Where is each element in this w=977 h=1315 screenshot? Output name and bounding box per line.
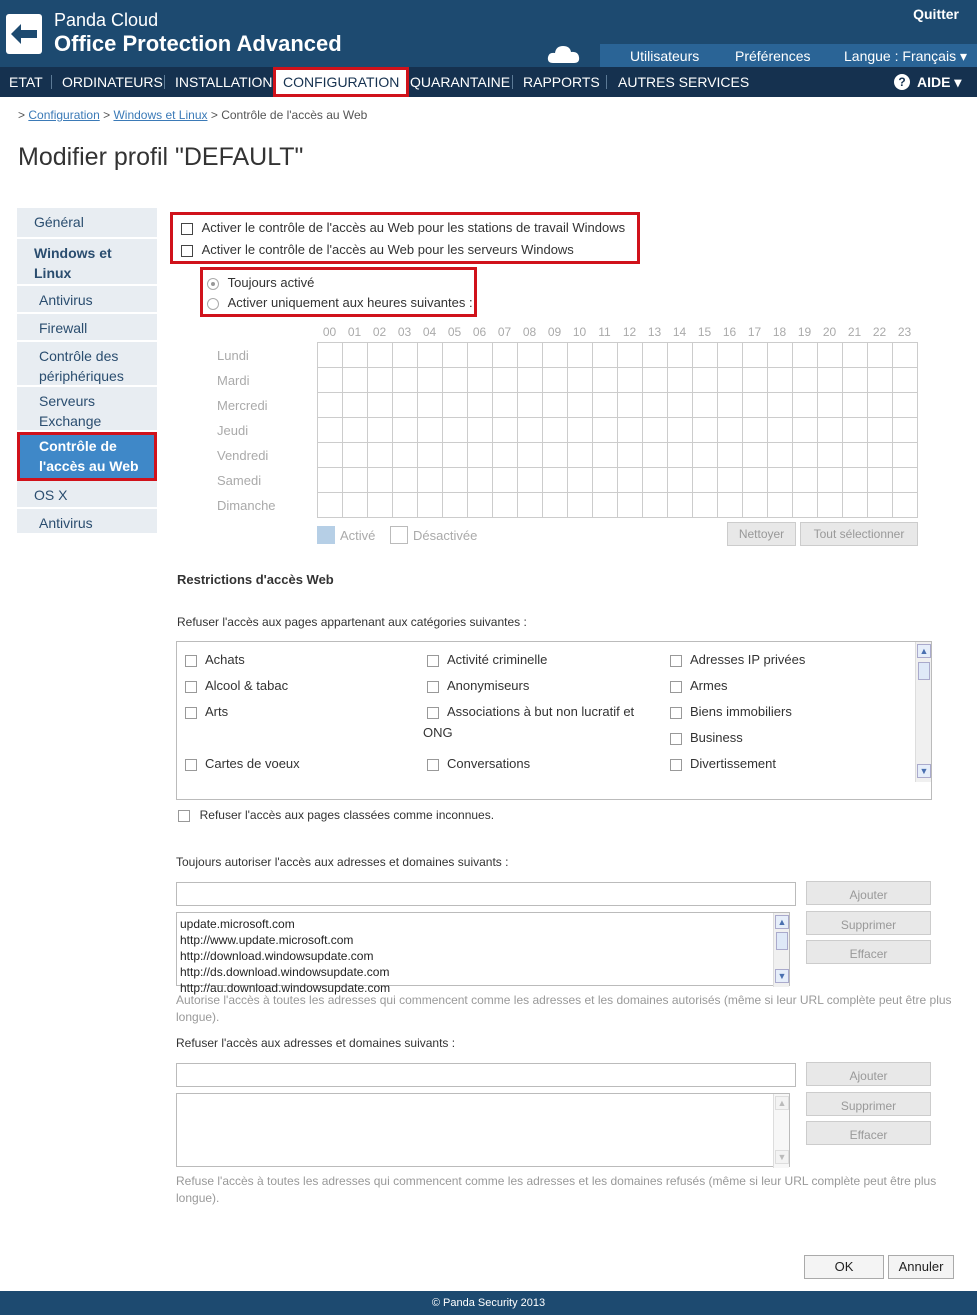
tab-installation[interactable]: INSTALLATION: [175, 74, 273, 90]
hour-label[interactable]: 14: [672, 325, 687, 339]
allow-list-item[interactable]: http://au.download.windowsupdate.com: [180, 981, 391, 995]
tab-etat[interactable]: ETAT: [9, 74, 43, 90]
ok-button[interactable]: OK: [804, 1255, 884, 1279]
hour-header: [317, 325, 917, 339]
category-item[interactable]: Arts: [185, 704, 228, 719]
top-links-bar: [600, 44, 977, 67]
scroll-up-icon[interactable]: ▲: [775, 1096, 789, 1110]
allow-erase-button[interactable]: Effacer: [806, 940, 931, 964]
deny-scrollbar[interactable]: [773, 1094, 789, 1168]
category-item[interactable]: Biens immobiliers: [670, 704, 792, 719]
hours-only-radio[interactable]: [207, 298, 219, 310]
hour-label[interactable]: 13: [647, 325, 662, 339]
hour-label[interactable]: 20: [822, 325, 837, 339]
allow-note: Autorise l'accès à toutes les adresses qui commencent comme les adresses et les domaines autorisés (même si leur URL complète peut être plus longue).: [176, 993, 952, 1024]
legend-inactive-label: Désactivée: [413, 528, 478, 543]
cancel-button[interactable]: Annuler: [888, 1255, 954, 1279]
sidebar-item-osx-antivirus[interactable]: Antivirus: [17, 509, 157, 535]
deny-unknown-row: [178, 807, 494, 822]
sidebar-item-antivirus[interactable]: Antivirus: [17, 286, 157, 314]
breadcrumb: [18, 108, 367, 122]
language-dropdown[interactable]: Langue : Français ▾: [844, 48, 967, 64]
hour-label[interactable]: 05: [447, 325, 462, 339]
deny-remove-button[interactable]: Supprimer: [806, 1092, 931, 1116]
nav-divider: [606, 75, 607, 89]
breadcrumb-separator: >: [210, 108, 218, 122]
category-item[interactable]: Achats: [185, 652, 245, 667]
day-label[interactable]: Jeudi: [217, 423, 249, 438]
deny-input[interactable]: [176, 1063, 796, 1087]
sidebar-item-general[interactable]: Général: [17, 208, 157, 239]
scroll-up-icon[interactable]: ▲: [917, 644, 931, 658]
deny-add-button[interactable]: Ajouter: [806, 1062, 931, 1086]
deny-label: Refuser l'accès aux adresses et domaines suivants :: [176, 1036, 456, 1050]
category-item[interactable]: Armes: [670, 678, 728, 693]
legend-inactive-swatch: [390, 526, 408, 544]
sidebar-item-device-control[interactable]: Contrôle des périphériques: [17, 342, 157, 387]
restrictions-title: Restrictions d'accès Web: [177, 572, 334, 587]
category-item[interactable]: Alcool & tabac: [185, 678, 288, 693]
enable-workstations-label: Activer le contrôle de l'accès au Web pour les stations de travail Windows: [201, 220, 626, 235]
scroll-down-icon[interactable]: ▼: [775, 1150, 789, 1164]
always-active-label: Toujours activé: [227, 275, 315, 290]
breadcrumb-link-windows-linux[interactable]: Windows et Linux: [113, 108, 208, 122]
day-label[interactable]: Mercredi: [217, 398, 268, 413]
deny-categories-label: Refuser l'accès aux pages appartenant aux catégories suivantes :: [177, 615, 527, 629]
hour-label[interactable]: 17: [747, 325, 762, 339]
breadcrumb-prefix: >: [18, 108, 26, 122]
hour-label[interactable]: 18: [772, 325, 787, 339]
sidebar: [17, 208, 157, 535]
help-icon[interactable]: ?: [894, 74, 910, 90]
scroll-down-icon[interactable]: ▼: [917, 764, 931, 778]
enable-workstations-row: [181, 220, 625, 235]
hour-label[interactable]: 04: [422, 325, 437, 339]
category-item-continuation: ONG: [423, 725, 453, 740]
hour-label[interactable]: 01: [347, 325, 362, 339]
always-active-row: [207, 275, 314, 290]
allow-add-button[interactable]: Ajouter: [806, 881, 931, 905]
day-label[interactable]: Samedi: [217, 473, 262, 488]
tab-quarantaine[interactable]: QUARANTAINE: [410, 74, 511, 90]
help-menu[interactable]: AIDE ▾: [917, 74, 962, 90]
sidebar-item-windows-linux[interactable]: Windows et Linux: [17, 239, 157, 286]
hours-only-row: [207, 295, 473, 310]
allow-list-item[interactable]: update.microsoft.com: [180, 917, 295, 931]
hour-label[interactable]: 07: [497, 325, 512, 339]
nav-divider: [51, 75, 52, 89]
tab-configuration[interactable]: CONFIGURATION: [273, 67, 409, 97]
allow-input[interactable]: [176, 882, 796, 906]
page-title: Modifier profil "DEFAULT": [18, 143, 304, 171]
hour-label[interactable]: 08: [522, 325, 537, 339]
always-active-radio[interactable]: [207, 278, 219, 290]
allow-list-item[interactable]: http://ds.download.windowsupdate.com: [180, 965, 390, 979]
hour-label[interactable]: 16: [722, 325, 737, 339]
scroll-thumb[interactable]: [776, 932, 788, 950]
nav-divider: [512, 75, 513, 89]
breadcrumb-separator: >: [103, 108, 111, 122]
nav-divider: [164, 75, 165, 89]
day-label[interactable]: Lundi: [217, 348, 249, 363]
categories-scrollbar[interactable]: [915, 642, 931, 782]
enable-servers-row: [181, 242, 574, 257]
deny-note: Refuse l'accès à toutes les adresses qui commencent comme les adresses et les domaines refusés (même si leur URL complète peut être plus longue).: [176, 1174, 937, 1205]
select-all-button[interactable]: Tout sélectionner: [800, 522, 918, 546]
back-arrow-icon: [11, 24, 37, 44]
users-link[interactable]: Utilisateurs: [630, 48, 700, 64]
cloud-icon: [547, 43, 581, 65]
category-item[interactable]: Business: [670, 730, 743, 745]
hour-label[interactable]: 19: [797, 325, 812, 339]
back-button[interactable]: [6, 14, 42, 54]
main-navigation: [0, 67, 977, 97]
allow-remove-button[interactable]: Supprimer: [806, 911, 931, 935]
tab-autres-services[interactable]: AUTRES SERVICES: [618, 74, 750, 90]
allow-scrollbar[interactable]: [773, 913, 789, 987]
scroll-down-icon[interactable]: ▼: [775, 969, 789, 983]
hour-label[interactable]: 10: [572, 325, 587, 339]
product-name: Office Protection Advanced: [54, 31, 342, 56]
hour-label[interactable]: 06: [472, 325, 487, 339]
sidebar-item-exchange[interactable]: Serveurs Exchange: [17, 387, 157, 432]
deny-unknown-checkbox[interactable]: [178, 810, 190, 822]
category-item[interactable]: Adresses IP privées: [670, 652, 805, 667]
scroll-thumb[interactable]: [918, 662, 930, 680]
allow-list-item[interactable]: http://download.windowsupdate.com: [180, 949, 374, 963]
brand-name: Panda Cloud: [54, 10, 159, 30]
breadcrumb-link-configuration[interactable]: Configuration: [28, 108, 100, 122]
hour-label[interactable]: 23: [897, 325, 912, 339]
allow-label: Toujours autoriser l'accès aux adresses et domaines suivants :: [176, 855, 509, 869]
category-item[interactable]: Divertissement: [670, 756, 776, 771]
category-item[interactable]: Activité criminelle: [427, 652, 547, 667]
enable-servers-label: Activer le contrôle de l'accès au Web pour les serveurs Windows: [201, 242, 574, 257]
hour-label[interactable]: 15: [697, 325, 712, 339]
hour-label[interactable]: 12: [622, 325, 637, 339]
legend-active-swatch: [317, 526, 335, 544]
quit-link[interactable]: Quitter: [913, 6, 959, 22]
day-label[interactable]: Mardi: [217, 373, 250, 388]
deny-unknown-label: Refuser l'accès aux pages classées comme inconnues.: [199, 808, 495, 822]
allow-list-item[interactable]: http://www.update.microsoft.com: [180, 933, 354, 947]
allow-list[interactable]: [176, 912, 790, 995]
day-label[interactable]: Vendredi: [217, 448, 269, 463]
allow-list-lines: [177, 913, 789, 996]
hour-label[interactable]: 02: [372, 325, 387, 339]
tab-ordinateurs[interactable]: ORDINATEURS: [62, 74, 163, 90]
hour-label[interactable]: 22: [872, 325, 887, 339]
category-item[interactable]: Cartes de voeux: [185, 756, 300, 771]
breadcrumb-current: Contrôle de l'accès au Web: [221, 108, 368, 122]
hour-label[interactable]: 09: [547, 325, 562, 339]
enable-workstations-checkbox[interactable]: [181, 223, 193, 235]
sidebar-item-web-control[interactable]: Contrôle de l'accès au Web: [17, 432, 157, 481]
preferences-link[interactable]: Préférences: [735, 48, 811, 64]
hours-only-label: Activer uniquement aux heures suivantes :: [227, 295, 473, 310]
category-item[interactable]: Conversations: [427, 756, 530, 771]
sidebar-item-osx[interactable]: OS X: [17, 481, 157, 509]
category-item[interactable]: Anonymiseurs: [427, 678, 529, 693]
footer: © Panda Security 2013: [0, 1291, 977, 1315]
hour-label[interactable]: 03: [397, 325, 412, 339]
schedule-grid[interactable]: [317, 342, 918, 518]
sidebar-item-firewall[interactable]: Firewall: [17, 314, 157, 342]
category-item[interactable]: Associations à but non lucratif et: [427, 704, 634, 719]
deny-list[interactable]: [176, 1093, 790, 1167]
scroll-up-icon[interactable]: ▲: [775, 915, 789, 929]
categories-list[interactable]: [176, 641, 932, 800]
hour-label[interactable]: 00: [322, 325, 337, 339]
hour-label[interactable]: 11: [598, 325, 611, 339]
clear-button[interactable]: Nettoyer: [727, 522, 796, 546]
tab-rapports[interactable]: RAPPORTS: [523, 74, 600, 90]
hour-label[interactable]: 21: [847, 325, 862, 339]
enable-servers-checkbox[interactable]: [181, 245, 193, 257]
deny-erase-button[interactable]: Effacer: [806, 1121, 931, 1145]
day-label[interactable]: Dimanche: [217, 498, 276, 513]
legend-active-label: Activé: [340, 528, 376, 543]
